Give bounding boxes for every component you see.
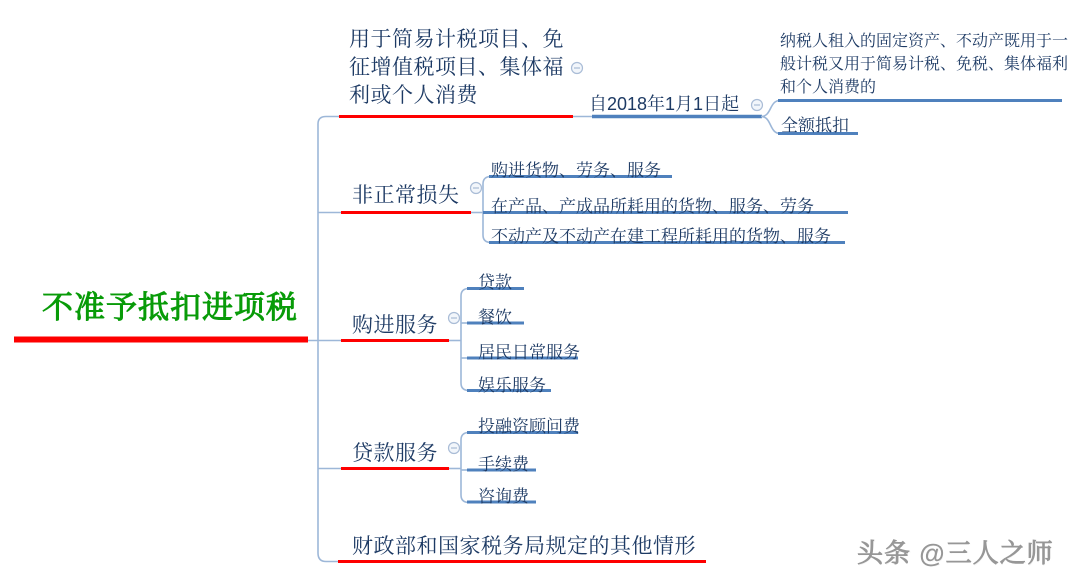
branch2-child2-label: 在产品、产成品所耗用的货物、服务、劳务 — [491, 197, 814, 216]
branch3-child4-label: 娱乐服务 — [478, 376, 546, 395]
collapse-icon-sub[interactable] — [752, 100, 763, 111]
branch3-child2-label: 餐饮 — [478, 308, 512, 327]
branch2-child1-label: 购进货物、劳务、服务 — [491, 161, 661, 180]
spine-line — [318, 117, 340, 562]
branch1-sub-label: 自2018年1月1日起 — [589, 94, 740, 114]
brace-top — [761, 101, 780, 117]
branch2-child3-label: 不动产及不动产在建工程所耗用的货物、服务 — [491, 227, 831, 246]
collapse-icon-branch4[interactable] — [449, 443, 460, 454]
branch3-child1-label: 贷款 — [478, 273, 512, 292]
branch4-label: 贷款服务 — [352, 442, 438, 465]
watermark-text: 头条 @三人之师 — [857, 538, 1054, 568]
branch5-label: 财政部和国家税务局规定的其他情形 — [352, 535, 696, 558]
brace-bottom — [761, 117, 780, 134]
collapse-icon-branch1[interactable] — [572, 63, 583, 74]
branch3-label: 购进服务 — [352, 314, 438, 337]
branch2-label: 非正常损失 — [352, 184, 460, 207]
collapse-icon-branch2[interactable] — [471, 183, 482, 194]
branch1-label: 用于简易计税项目、免征增值税项目、集体福利或个人消费 — [349, 28, 564, 107]
branch3-children-spine — [461, 289, 469, 391]
root-node-label: 不准予抵扣进项税 — [42, 290, 298, 325]
branch1-grandchild2-label: 全额抵扣 — [781, 116, 849, 135]
branch3-child3-label: 居民日常服务 — [478, 343, 580, 362]
branch4-child1-label: 投融资顾问费 — [478, 417, 580, 436]
branch2-children-spine — [483, 177, 491, 243]
branch4-children-spine — [461, 433, 469, 503]
collapse-icon-branch3[interactable] — [449, 313, 460, 324]
branch4-child3-label: 咨询费 — [478, 487, 529, 506]
branch4-child2-label: 手续费 — [478, 455, 529, 474]
branch1-grandchild1-label: 纳税人租入的固定资产、不动产既用于一般计税又用于简易计税、免税、集体福利和个人消费的 — [780, 33, 1069, 96]
